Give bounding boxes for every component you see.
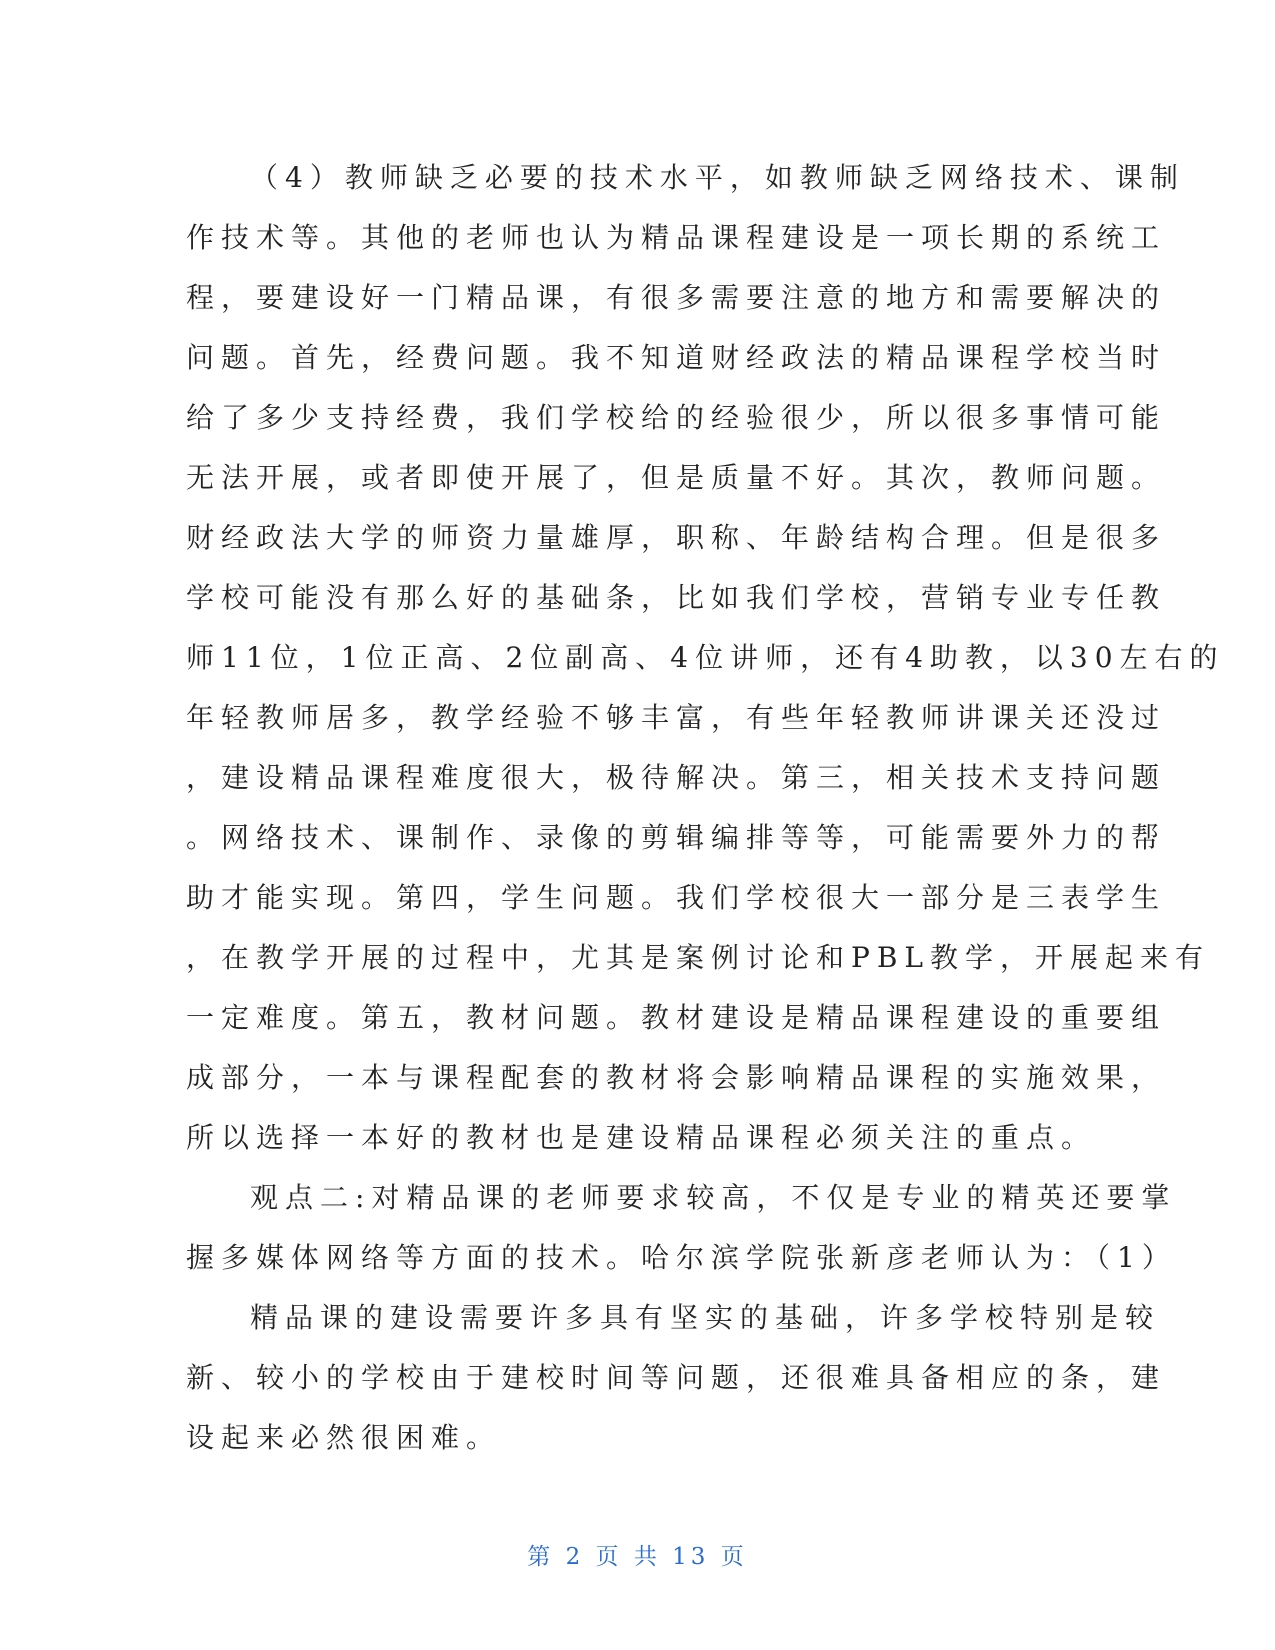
page-number-footer: 第 2 页 共 13 页 <box>527 1544 748 1570</box>
text-line: 给了多少支持经费，我们学校给的经验很少，所以很多事情可能 <box>186 401 1167 434</box>
paragraph-foundation <box>186 1288 1167 1468</box>
text-line: 设起来必然很困难。 <box>186 1421 502 1454</box>
document-body <box>186 148 1225 1468</box>
paragraph-teacher-skills <box>186 148 1225 1168</box>
text-line: 新、较小的学校由于建校时间等问题，还很难具备相应的条，建 <box>186 1361 1167 1394</box>
text-line: 师11位，1位正高、2位副高、4位讲师，还有4助教，以30左右的 <box>186 641 1225 674</box>
text-line: ，建设精品课程难度很大，极待解决。第三，相关技术支持问题 <box>186 761 1167 794</box>
text-line: 作技术等。其他的老师也认为精品课程建设是一项长期的系统工 <box>186 221 1167 254</box>
text-line: 年轻教师居多，教学经验不够丰富，有些年轻教师讲课关还没过 <box>186 701 1167 734</box>
text-line: 财经政法大学的师资力量雄厚，职称、年龄结构合理。但是很多 <box>186 521 1167 554</box>
paragraph-viewpoint-two <box>186 1168 1177 1288</box>
text-line: 。网络技术、课制作、录像的剪辑编排等等，可能需要外力的帮 <box>186 821 1167 854</box>
text-line: （4）教师缺乏必要的技术水平，如教师缺乏网络技术、课制 <box>250 161 1185 194</box>
text-line: 学校可能没有那么好的基础条，比如我们学校，营销专业专任教 <box>186 581 1167 614</box>
text-line: 成部分，一本与课程配套的教材将会影响精品课程的实施效果， <box>186 1061 1167 1094</box>
text-line: 所以选择一本好的教材也是建设精品课程必须关注的重点。 <box>186 1121 1097 1154</box>
text-line: 问题。首先，经费问题。我不知道财经政法的精品课程学校当时 <box>186 341 1167 374</box>
text-line: 精品课的建设需要许多具有坚实的基础，许多学校特别是较 <box>250 1301 1161 1334</box>
text-line: 一定难度。第五，教材问题。教材建设是精品课程建设的重要组 <box>186 1001 1167 1034</box>
text-line: 无法开展，或者即使开展了，但是质量不好。其次，教师问题。 <box>186 461 1167 494</box>
text-line: 程，要建设好一门精品课，有很多需要注意的地方和需要解决的 <box>186 281 1167 314</box>
text-line: ，在教学开展的过程中，尤其是案例讨论和PBL教学，开展起来有 <box>186 941 1211 974</box>
text-line: 助才能实现。第四，学生问题。我们学校很大一部分是三表学生 <box>186 881 1167 914</box>
text-line: 握多媒体网络等方面的技术。哈尔滨学院张新彦老师认为：（1） <box>186 1241 1177 1274</box>
text-line: 观点二:对精品课的老师要求较高，不仅是专业的精英还要掌 <box>250 1181 1177 1214</box>
